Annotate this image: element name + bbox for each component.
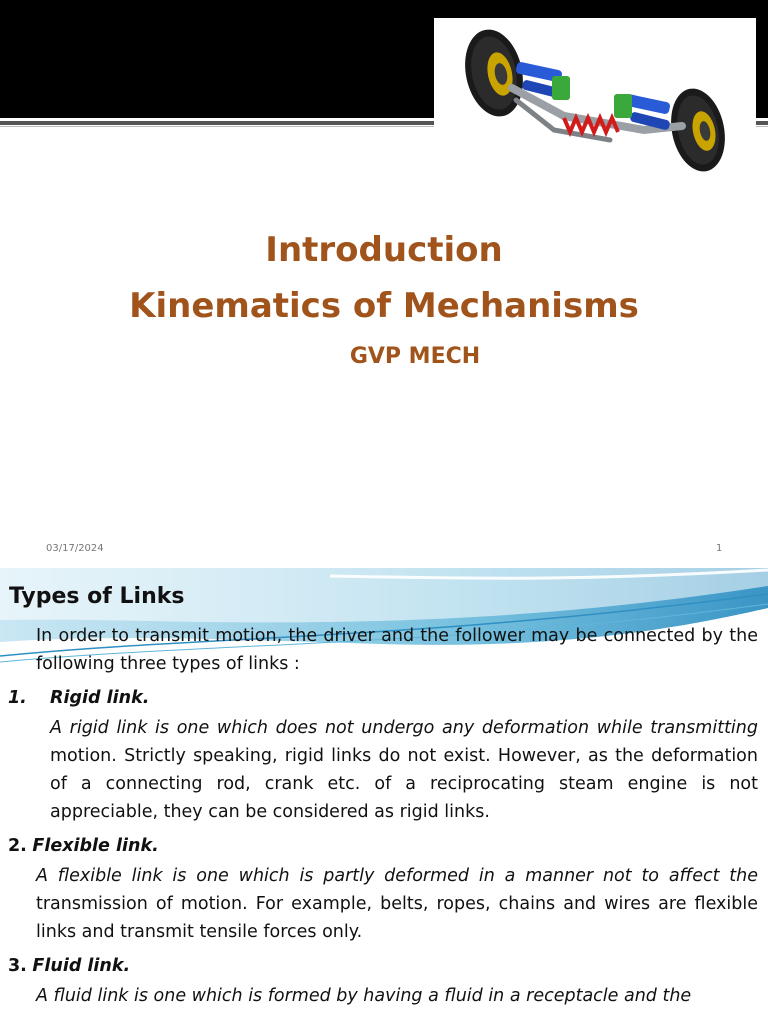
slide-date: 03/17/2024 <box>46 543 104 554</box>
link-type-2-number: 2. <box>8 836 27 856</box>
link-type-3-heading <box>0 952 768 980</box>
title-block <box>0 222 768 369</box>
link-type-3-description: A fluid link is one which is formed by having a fluid in a receptacle and the <box>36 986 692 1006</box>
link-type-2-description: A flexible link is one which is partly deformed in a manner not to affect the transmission of motion. For example, belts, ropes, chains and wires are flexible links and transmit tensile forces only. <box>36 866 758 942</box>
slide-body <box>0 622 768 1010</box>
link-type-2-heading <box>0 832 768 860</box>
link-type-1-heading <box>0 684 768 712</box>
slide-types-of-links <box>0 568 768 1024</box>
slide-title-line-2: Kinematics of Mechanisms <box>129 286 639 326</box>
slide-title-line-1: Introduction <box>265 230 503 270</box>
intro-paragraph: In order to transmit motion, the driver and the follower may be connected by the following three types of links : <box>36 626 758 674</box>
link-type-3-number: 3. <box>8 956 27 976</box>
slide-page-number: 1 <box>716 543 723 554</box>
link-type-3-label: Fluid link. <box>32 956 131 976</box>
link-type-1-label: Rigid link. <box>50 688 150 708</box>
slide-subtitle: GVP MECH <box>349 344 481 369</box>
link-type-1-description: A rigid link is one which does not undergo any deformation while transmitting motion. Strictly speaking, rigid links do not exist. However, as the deformation of a connecting rod, crank etc. of a reciprocating steam engine is not appreciable, they can be considered as rigid links. <box>50 718 758 822</box>
slide-heading: Types of Links <box>9 584 185 609</box>
link-type-2-label: Flexible link. <box>32 836 159 856</box>
car-axle-suspension-icon <box>434 18 756 184</box>
link-type-1-number: 1. <box>8 688 27 708</box>
